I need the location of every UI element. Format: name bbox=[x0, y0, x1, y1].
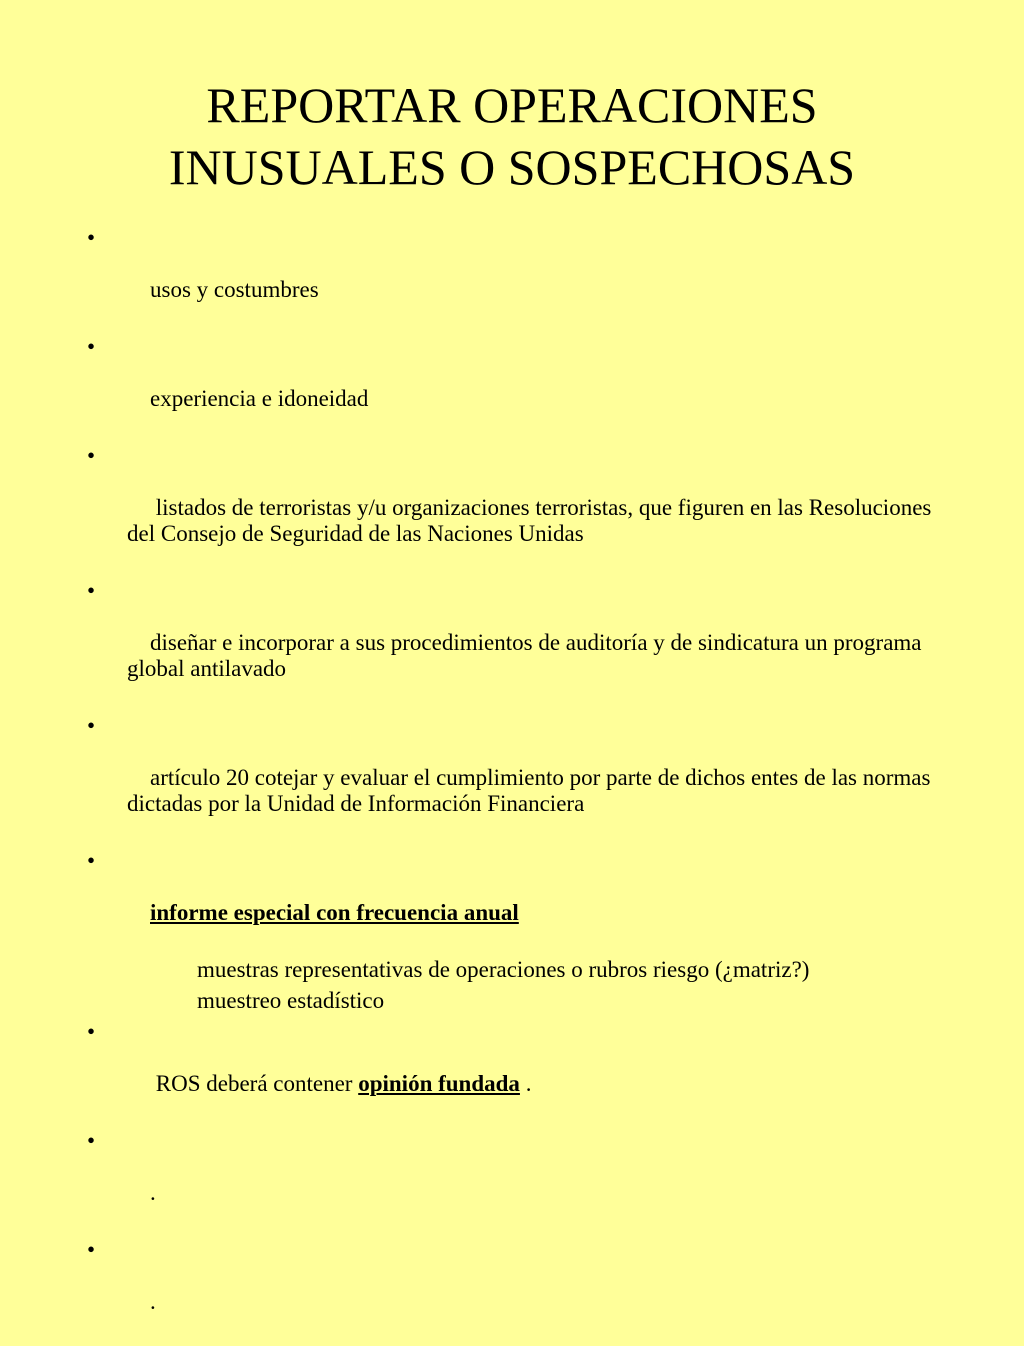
bullet-text: usos y costumbres bbox=[150, 277, 319, 302]
bullet-list bbox=[87, 225, 957, 1346]
slide-title bbox=[0, 74, 1024, 198]
bullet-item-listados bbox=[87, 443, 957, 573]
bullet-text: . bbox=[150, 1180, 156, 1205]
slide-title-line-1: REPORTAR OPERACIONES bbox=[206, 77, 818, 133]
bullet-icon: • bbox=[87, 334, 96, 359]
bullet-icon: • bbox=[87, 1128, 96, 1153]
bullet-icon: • bbox=[87, 1019, 96, 1044]
bullet-text: ROS deberá contener bbox=[150, 1071, 359, 1096]
bullet-item-dot-1 bbox=[87, 1128, 957, 1232]
bullet-text: artículo 20 cotejar y evaluar el cumplimiento por parte de dichos entes de las normas dictadas por la Unidad de Información Financiera bbox=[127, 765, 937, 816]
bullet-item-usos-y-costumbres bbox=[87, 225, 957, 329]
bullet-text-emphasis: opinión fundada bbox=[358, 1071, 520, 1096]
bullet-item-articulo-20 bbox=[87, 713, 957, 843]
sub-item-muestreo: muestreo estadístico bbox=[197, 988, 385, 1013]
bullet-text-emphasis: informe especial con frecuencia anual bbox=[150, 900, 519, 925]
bullet-icon: • bbox=[87, 713, 96, 738]
bullet-text: . bbox=[150, 1289, 156, 1314]
bullet-item-dot-2 bbox=[87, 1237, 957, 1341]
bullet-icon: • bbox=[87, 443, 96, 468]
sub-item-muestras: muestras representativas de operaciones o rubros riesgo (¿matriz?) bbox=[197, 957, 810, 982]
bullet-item-disenar bbox=[87, 578, 957, 708]
bullet-icon: • bbox=[87, 848, 96, 873]
bullet-icon: • bbox=[87, 578, 96, 603]
bullet-item-experiencia bbox=[87, 334, 957, 438]
slide-title-line-2: INUSUALES O SOSPECHOSAS bbox=[168, 139, 856, 195]
bullet-text: diseñar e incorporar a sus procedimientos de auditoría y de sindicatura un programa global antilavado bbox=[127, 630, 928, 681]
bullet-item-informe-especial bbox=[87, 848, 957, 952]
bullet-icon: • bbox=[87, 225, 96, 250]
bullet-item-ros bbox=[87, 1019, 957, 1123]
bullet-text: . bbox=[519, 1071, 532, 1096]
bullet-text: listados de terroristas y/u organizaciones terroristas, que figuren en las Resoluciones del Consejo de Seguridad de las Naciones Unidas bbox=[127, 495, 938, 546]
bullet-icon: • bbox=[87, 1237, 96, 1262]
bullet-text: experiencia e idoneidad bbox=[150, 386, 369, 411]
